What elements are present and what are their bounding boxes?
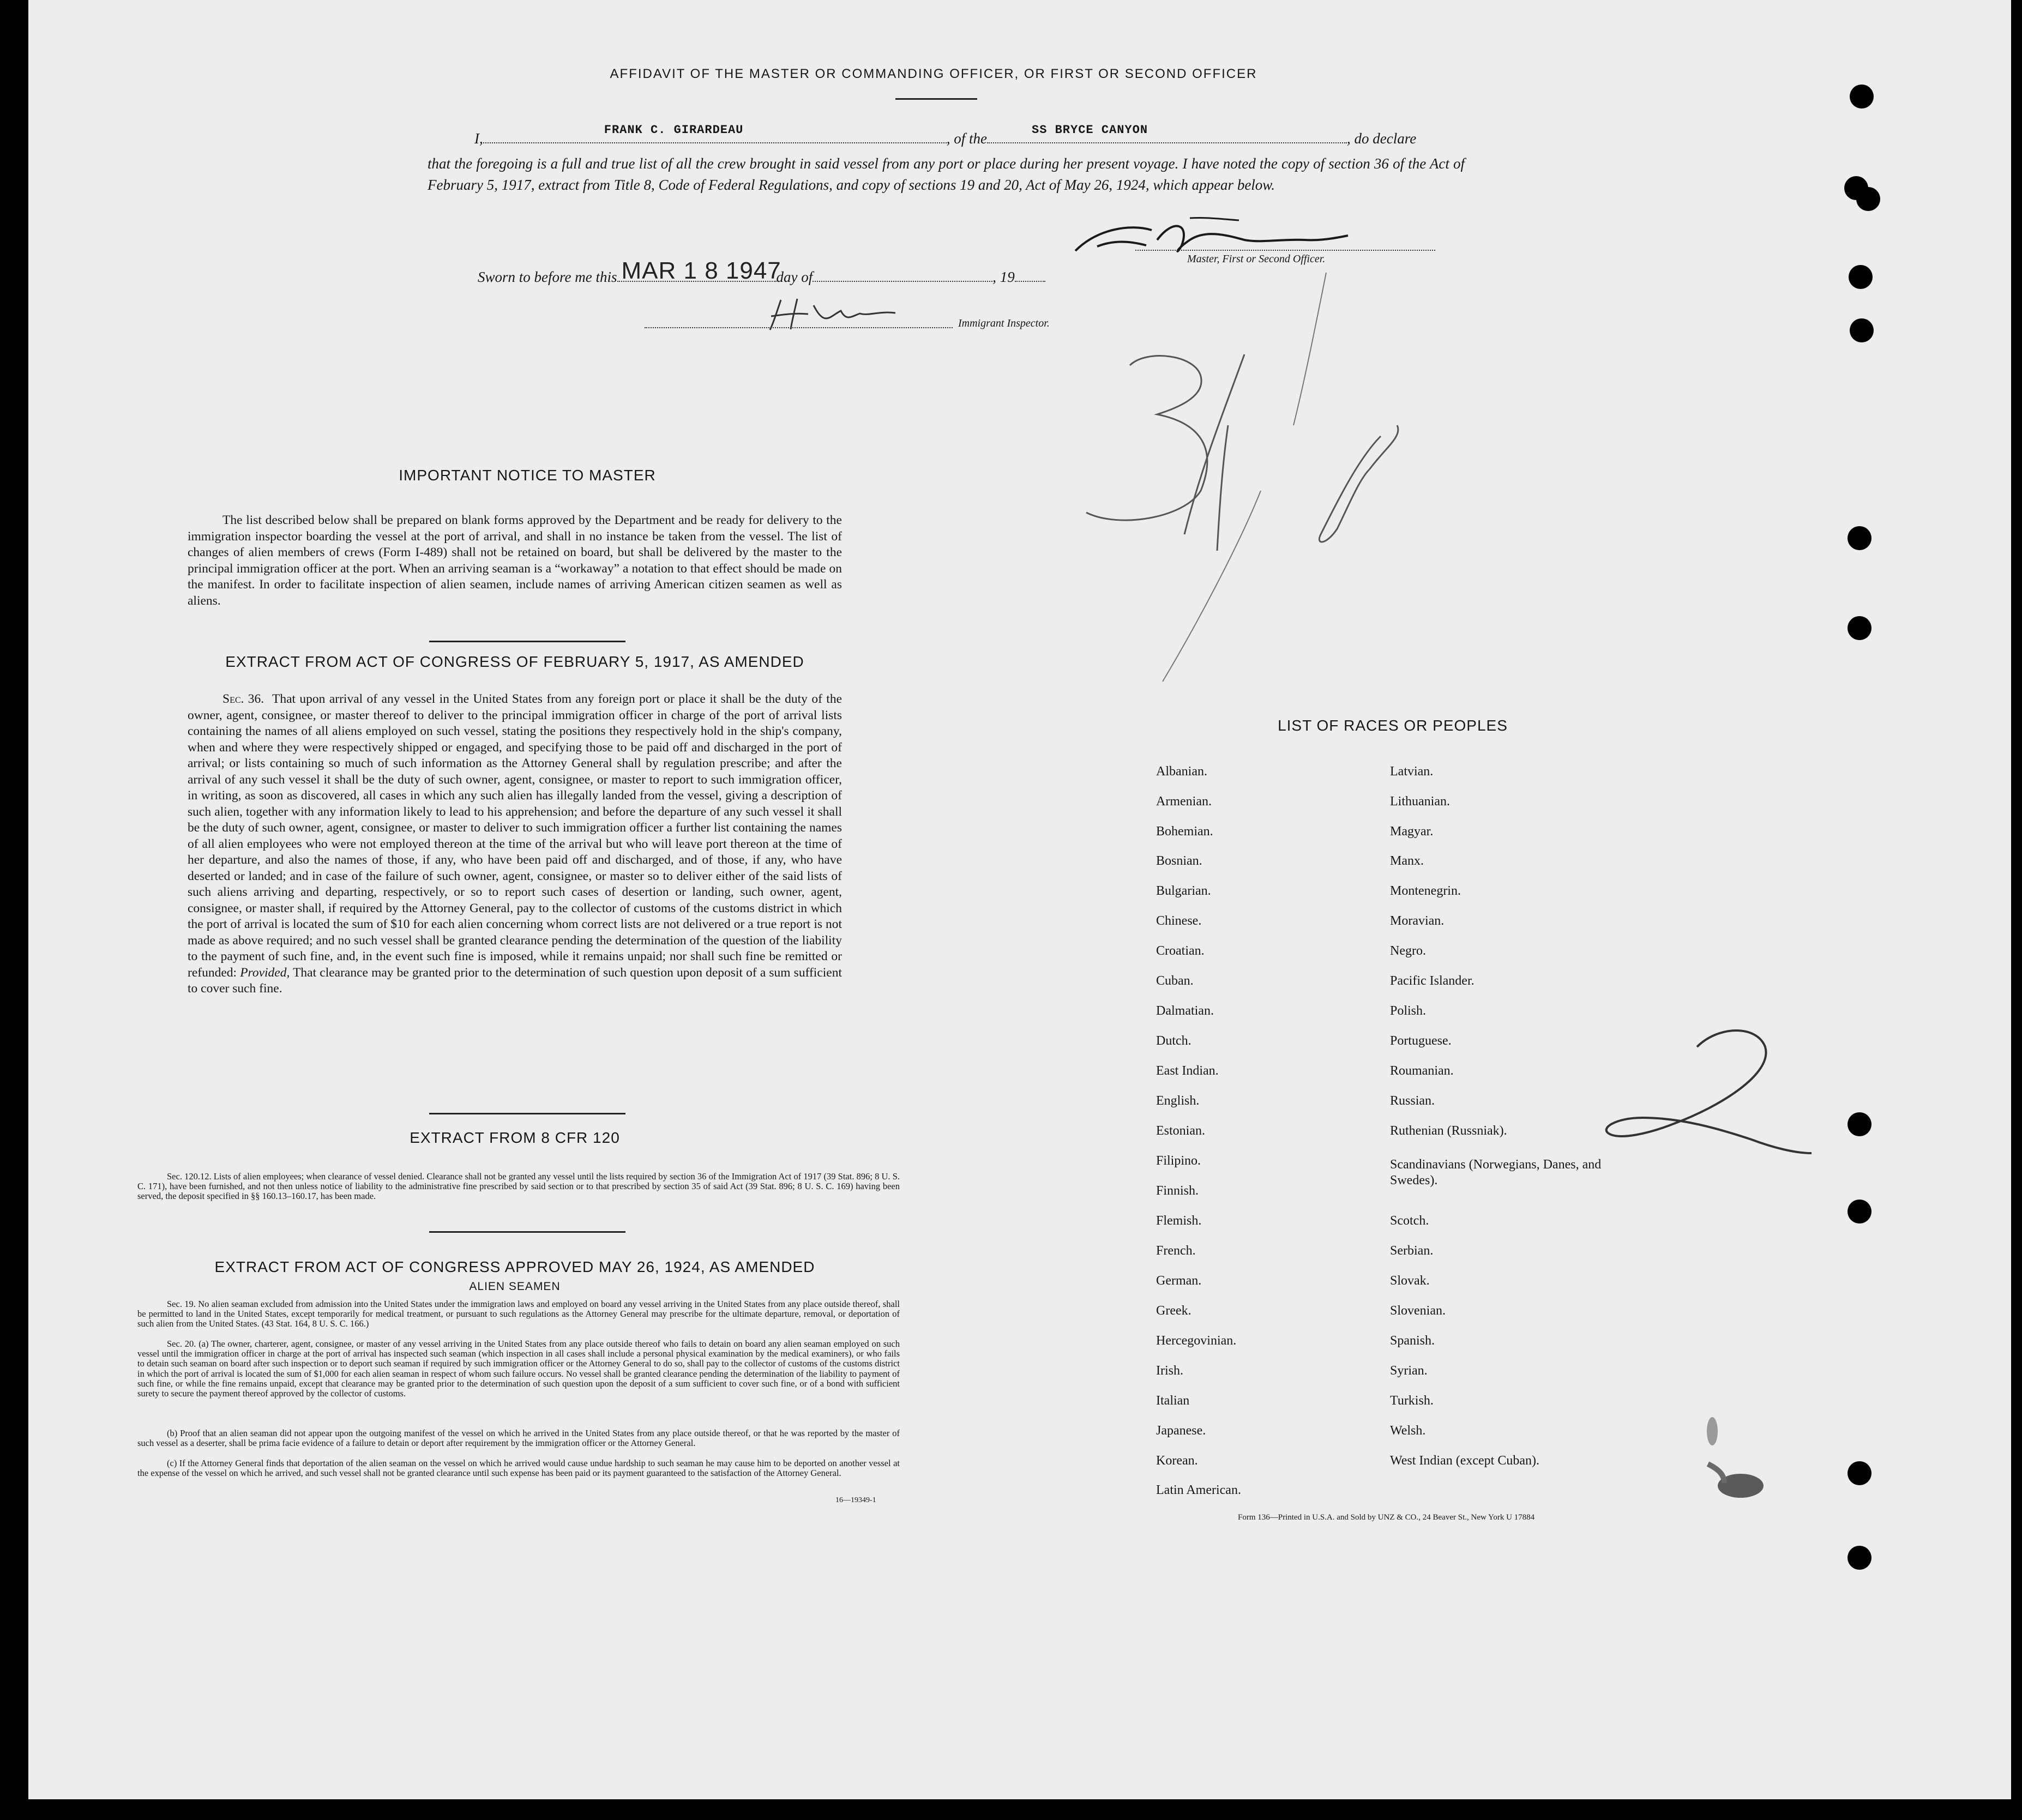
race-item: East Indian. bbox=[1156, 1064, 1219, 1078]
punch-hole bbox=[1848, 616, 1871, 640]
signature-label: Master, First or Second Officer. bbox=[1187, 253, 1326, 265]
sec-19-text: Sec. 19. No alien seaman excluded from admission into the United States under the immigration laws and employed on board any vessel arriving in the United States from any place outside thereof, shall be permitted to land in the United States, except temporarily for medical treatment, or pursuant to such regulations as the Attorney General may prescribe for the ultimate departure, removal, or deportation of such alien from the United States. (43 Stat. 164, 8 U. S. C. 166.) bbox=[137, 1299, 900, 1329]
race-item: Pacific Islander. bbox=[1390, 974, 1475, 988]
race-item: Estonian. bbox=[1156, 1124, 1205, 1138]
race-item: Greek. bbox=[1156, 1304, 1191, 1318]
race-item: Manx. bbox=[1390, 854, 1424, 868]
extract-cfr-body: Sec. 120.12. Lists of alien employees; when clearance of vessel denied. Clearance shall not be granted any vessel until the lists required by section 36 of the Immigration Act of 1917 (39 Stat. 896; 8 U. S. C. 171), have been furnished, and not then unless notice of liability to the administrative fine prescribed by said section or to that prescribed by section 35 of said Act (39 Stat. 896; 8 U. S. C. 169) having been served, the deposit specified in §§ 160.13–160.17, has been made. bbox=[137, 1171, 900, 1202]
race-item: Slovak. bbox=[1390, 1274, 1430, 1288]
divider bbox=[429, 1113, 625, 1114]
sec-20a-text: Sec. 20. (a) The owner, charterer, agent, consignee, or master of any vessel arriving in the United States from any place outside thereof who fails to detain on board any alien seaman employed on such vessel until the immigration officer in charge at the port of arrival has inspected such seaman (which inspection in all cases shall include a personal physical examination by the medical examiners), or who fails to detain such seaman on board after such inspection or to deport such seaman if required by such immigration officer or the Attorney General to do so, shall pay to the collector of customs of the customs district in which the port of arrival is located the sum of $1,000 for each alien seaman in respect of whom such failure occurs. No vessel shall be granted clearance pending the determination of the liability to payment of such fine, or while the fine remains unpaid, except that clearance may be granted prior to the determination of such question upon the deposit of a sum sufficient to cover such fine, or of a bond with sufficient surety to secure the payment thereof approved by the collector of customs. bbox=[137, 1339, 900, 1399]
alien-seamen-subheading: ALIEN SEAMEN bbox=[469, 1280, 561, 1293]
sec-36-text-end: That clearance may be granted prior to the determination of such question upon deposit of a sum sufficient to cover such fine. bbox=[188, 965, 842, 996]
punch-hole bbox=[1850, 85, 1874, 109]
race-item: Scotch. bbox=[1390, 1214, 1429, 1228]
race-item: Spanish. bbox=[1390, 1334, 1435, 1348]
race-item: Roumanian. bbox=[1390, 1064, 1454, 1078]
divider bbox=[429, 1231, 625, 1233]
race-item: Bulgarian. bbox=[1156, 884, 1211, 898]
punch-hole bbox=[1848, 526, 1871, 550]
race-item: German. bbox=[1156, 1274, 1202, 1288]
punch-hole bbox=[1848, 1546, 1871, 1570]
race-item: Montenegrin. bbox=[1390, 884, 1461, 898]
races-heading: LIST OF RACES OR PEOPLES bbox=[1278, 717, 1508, 734]
race-item: Flemish. bbox=[1156, 1214, 1202, 1228]
affidavit-page bbox=[28, 0, 2011, 1799]
month-blank bbox=[813, 268, 992, 282]
race-item: Polish. bbox=[1390, 1004, 1427, 1018]
sec-36-text: That upon arrival of any vessel in the United States from any foreign port or place it shall be the duty of the owner, agent, consignee, or master thereof to deliver to the principal immigration officer in charge of the port of arrival lists containing the names of all aliens employed on such vessel, stating the positions they respectively hold in the ship's company, when and where they were respectively shipped or engaged, and specifying those to be paid off and discharged in the port of arrival; or lists containing so much of such information as the Attorney General shall by regulation prescribe; and after the arrival of any such vessel it shall be the duty of such owner, agent, consignee, or master to report to such immigration officer, in writing, as soon as discovered, all cases in which any such alien has illegally landed from the vessel, giving a description of such alien, together with any information likely to lead to his apprehension; and before the departure of any such vessel it shall be the duty of such owner, agent, consignee, or master to deliver to such immigration officer a further list containing the names of all alien employees who were not employed thereon at the time of the arrival but who will leave port thereon at the time of her departure, and also the names of those, if any, who have been paid off and discharged, and of those, if any, who have deserted or landed; and in case of the failure of such owner, agent, consignee, or master so to deliver either of the said lists of such aliens arriving and departing, respectively, or so to report such cases of desertion or landing, such owner, agent, consignee, or master shall, if required by the Attorney General, pay to the collector of customs of the customs district in which the port of arrival is located the sum of $10 for each alien concerning whom correct lists are not delivered or a true report is not made as above required; and no such vessel shall be granted clearance pending the determination of the question of the liability to the payment of such fine, and, in the event such fine is imposed, while it remains unpaid; nor shall such fine be remitted or refunded: bbox=[188, 692, 842, 980]
ink-blot bbox=[1686, 1415, 1779, 1508]
race-item: Dalmatian. bbox=[1156, 1004, 1214, 1018]
race-item: Ruthenian (Russniak). bbox=[1390, 1124, 1507, 1138]
punch-hole bbox=[1856, 187, 1880, 211]
master-name: FRANK C. GIRARDEAU bbox=[604, 123, 744, 137]
race-item: Cuban. bbox=[1156, 974, 1194, 988]
race-item: Negro. bbox=[1390, 944, 1426, 958]
race-item: Dutch. bbox=[1156, 1034, 1191, 1048]
race-item: Scandinavians (Norwegians, Danes, and Swedes). bbox=[1390, 1158, 1602, 1188]
race-item: Hercegovinian. bbox=[1156, 1334, 1237, 1348]
affidavit-body: that the foregoing is a full and true list of all the crew brought in said vessel from any port or place during her present voyage. I have noted the copy of section 36 of the Act of February 5, 1917, extract from Title 8, Code of Federal Regulations, and copy of sections 19 and 20, Act of May 26, 1924, which appear below. bbox=[428, 155, 1465, 193]
race-item: Slovenian. bbox=[1390, 1304, 1446, 1318]
race-item: Finnish. bbox=[1156, 1184, 1199, 1198]
provided-word: Provided, bbox=[240, 965, 290, 980]
divider bbox=[895, 98, 977, 100]
signature-line bbox=[1135, 250, 1435, 251]
race-item: Turkish. bbox=[1390, 1394, 1434, 1408]
race-item: Bohemian. bbox=[1156, 824, 1213, 839]
form-code: 16—19349-1 bbox=[835, 1496, 876, 1504]
race-item: Moravian. bbox=[1390, 914, 1445, 928]
race-item: Latin American. bbox=[1156, 1483, 1241, 1497]
extract-1924-heading: EXTRACT FROM ACT OF CONGRESS APPROVED MAY 26, 1924, AS AMENDED bbox=[214, 1258, 815, 1275]
vessel-name-blank bbox=[987, 123, 1347, 143]
inspector-label: Immigrant Inspector. bbox=[958, 317, 1050, 329]
race-item: Syrian. bbox=[1390, 1364, 1428, 1378]
punch-hole bbox=[1850, 318, 1874, 342]
notice-heading: IMPORTANT NOTICE TO MASTER bbox=[399, 467, 656, 484]
extract-cfr-heading: EXTRACT FROM 8 CFR 120 bbox=[410, 1129, 620, 1146]
race-item: Serbian. bbox=[1390, 1244, 1434, 1258]
sec-20c-text: (c) If the Attorney General finds that deportation of the alien seaman on the vessel on which he arrived would cause undue hardship to such seaman he may cause him to be deported on another vessel at the expense of the vessel on which he arrived, and such vessel shall not be granted clearance until such expense has been paid or its payment guaranteed to the satisfaction of the Attorney General. bbox=[137, 1458, 900, 1479]
sec-36-label: Sec. 36. bbox=[222, 692, 264, 706]
year-prefix: , 19 bbox=[992, 269, 1015, 285]
race-item: Armenian. bbox=[1156, 794, 1212, 809]
punch-hole bbox=[1849, 265, 1873, 289]
do-declare-label: , do declare bbox=[1347, 130, 1417, 147]
sec-20b-text: (b) Proof that an alien seaman did not appear upon the outgoing manifest of the vessel on which he arrived in the United States from any place outside thereof, or that he was reported by the master of such vessel as a deserter, shall be prima facie evidence of a failure to detain or deport after requirement by the immigration officer or the Attorney General. bbox=[137, 1428, 900, 1449]
i-label: I, bbox=[474, 130, 483, 147]
date-stamp: MAR 1 8 1947 bbox=[621, 257, 781, 284]
race-item: West Indian (except Cuban). bbox=[1390, 1454, 1539, 1468]
race-item: Irish. bbox=[1156, 1364, 1183, 1378]
race-item: English. bbox=[1156, 1094, 1200, 1108]
handwritten-date-note bbox=[1064, 273, 1555, 709]
race-item: Chinese. bbox=[1156, 914, 1202, 928]
race-item: Magyar. bbox=[1390, 824, 1434, 839]
race-item: Russian. bbox=[1390, 1094, 1435, 1108]
race-item: Albanian. bbox=[1156, 764, 1207, 779]
sworn-line bbox=[478, 257, 1045, 288]
affidavit-declaration-line bbox=[474, 123, 1417, 149]
race-item: Bosnian. bbox=[1156, 854, 1202, 868]
race-item: Italian bbox=[1156, 1394, 1190, 1408]
affidavit-title: AFFIDAVIT OF THE MASTER OR COMMANDING OFFICER, OR FIRST OR SECOND OFFICER bbox=[610, 67, 1257, 81]
notice-body: The list described below shall be prepared on blank forms approved by the Department and be ready for delivery to the immigration inspector boarding the vessel at the port of arrival, and shall in no instance be taken from the vessel. The list of changes of alien members of crews (Form I-489) shall not be retained on board, but shall be delivered by the master to the principal immigration officer at the port. When an arriving seaman is a “workaway” a notation to that effect should be made on the manifest. In order to facilitate inspection of alien seamen, include names of arriving American citizen seamen as well as aliens. bbox=[188, 513, 842, 608]
inspector-signature bbox=[765, 294, 906, 333]
race-item: Welsh. bbox=[1390, 1424, 1426, 1438]
handwritten-page-number bbox=[1577, 1014, 1861, 1178]
extract-1917-heading: EXTRACT FROM ACT OF CONGRESS OF FEBRUARY 5, 1917, AS AMENDED bbox=[225, 653, 804, 670]
race-item: Korean. bbox=[1156, 1454, 1198, 1468]
race-item: French. bbox=[1156, 1244, 1196, 1258]
punch-hole bbox=[1848, 1200, 1871, 1224]
race-item: Lithuanian. bbox=[1390, 794, 1450, 809]
master-name-blank bbox=[483, 123, 947, 143]
race-item: Japanese. bbox=[1156, 1424, 1206, 1438]
of-the-label: , of the bbox=[946, 130, 987, 147]
race-item: Portuguese. bbox=[1390, 1034, 1452, 1048]
race-item: Latvian. bbox=[1390, 764, 1434, 779]
race-item: Croatian. bbox=[1156, 944, 1205, 958]
vessel-name: SS BRYCE CANYON bbox=[1032, 123, 1148, 137]
extract-1917-body bbox=[188, 691, 842, 997]
divider bbox=[429, 641, 625, 642]
year-blank bbox=[1015, 268, 1045, 282]
sworn-label: Sworn to before me this bbox=[478, 269, 617, 285]
day-of-label: day of bbox=[776, 269, 813, 285]
punch-hole bbox=[1848, 1461, 1871, 1485]
sworn-date-blank bbox=[617, 257, 781, 284]
footer-imprint: Form 136—Printed in U.S.A. and Sold by UNZ & CO., 24 Beaver St., New York U 17884 bbox=[1238, 1513, 1535, 1522]
race-item: Filipino. bbox=[1156, 1154, 1201, 1168]
